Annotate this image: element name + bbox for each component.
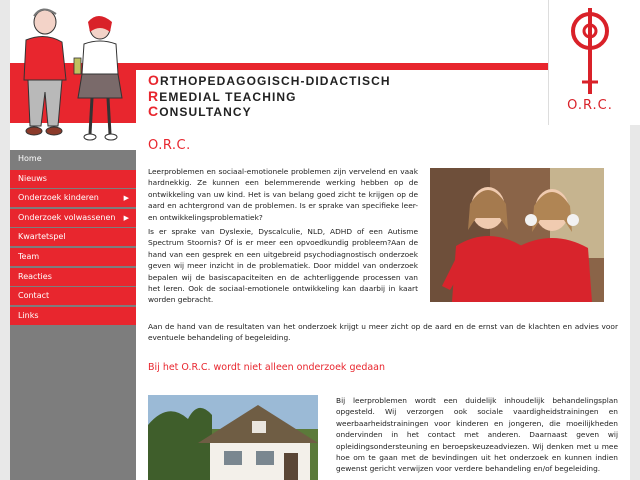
page-heading: O.R.C. bbox=[148, 138, 191, 153]
treatment-paragraph: Bij leerproblemen wordt een duidelijk inhoudelijk behandelingsplan opgesteld. Wij verzorgen ook sociale vaardigheidstrainingen en weerbaarheidstrainingen voor kinderen en jongeren, die moeilijkheden ondervinden in het contact met anderen. Daarnaast geven wij opleidingsondersteuning en beroepskeuzeadviezen. Wij denken met u mee hoe om te gaan met de bevindingen uit het onderzoek en kunnen indien gewenst gericht verwijzen voor verdere behandeling en/of begeleiding. bbox=[336, 396, 618, 474]
right-gutter bbox=[630, 125, 640, 480]
main-nav bbox=[10, 150, 136, 326]
house-photo bbox=[148, 395, 318, 480]
site-title-line-3: CONSULTANCY bbox=[148, 103, 252, 119]
nav-item-home[interactable]: Home bbox=[10, 150, 136, 168]
nav-item-reacties[interactable]: Reacties bbox=[10, 268, 136, 286]
nav-item-onderzoek-volwassenen[interactable]: Onderzoek volwassenen ▶ bbox=[10, 209, 136, 227]
logo-text: O.R.C. bbox=[567, 98, 613, 113]
nav-item-team[interactable]: Team bbox=[10, 248, 136, 266]
section-subheading: Bij het O.R.C. wordt niet alleen onderzoek gedaan bbox=[148, 362, 386, 373]
site-title bbox=[148, 73, 391, 120]
submenu-arrow-icon: ▶ bbox=[123, 213, 129, 222]
intro-paragraph: Leerproblemen en sociaal-emotionele problemen zijn vervelend en vaak hardnekkig. Ze kunnen een belemmerende werking hebben op de ontwikkeling van uw kind. Het is van belang goed zicht te krijgen op de aard en achtergrond van de problemen. Is er sprake van specifieke leer- en ontwikkelingsproblematiek? bbox=[148, 167, 418, 222]
nav-item-onderzoek-kinderen[interactable]: Onderzoek kinderen ▶ bbox=[10, 189, 136, 207]
nav-item-nieuws[interactable]: Nieuws bbox=[10, 170, 136, 188]
girls-photo bbox=[430, 168, 604, 302]
problems-paragraph: Is er sprake van Dyslexie, Dyscalculie, NLD, ADHD of een Autisme Spectrum Stoornis? Of is er meer een opvoedkundig probleem?Aan de hand van een gesprek en een uitgebreid psychodiagnostisch onderzoek geven wij meer inzicht in de problematiek. Door middel van onderzoek bepalen wij de basiscapaciteiten en de achterliggende processen van het leren. Ook de sociaal-emotionele ontwikkeling kan daarbij in kaart worden gebracht. bbox=[148, 227, 418, 305]
nav-item-kwartetspel[interactable]: Kwartetspel bbox=[10, 228, 136, 246]
site-title-line-1: ORTHOPEDAGOGISCH-DIDACTISCH bbox=[148, 72, 391, 88]
left-gutter bbox=[0, 0, 10, 480]
cartoon-illustration bbox=[12, 0, 136, 148]
logo[interactable] bbox=[548, 0, 631, 125]
orc-logo-icon bbox=[549, 0, 631, 98]
submenu-arrow-icon: ▶ bbox=[123, 194, 129, 203]
results-paragraph: Aan de hand van de resultaten van het onderzoek krijgt u meer zicht op de aard en de ernst van de klachten en advies voor eventuele behandeling of begeleiding. bbox=[148, 322, 618, 343]
nav-item-contact[interactable]: Contact bbox=[10, 287, 136, 305]
nav-item-links[interactable]: Links bbox=[10, 307, 136, 325]
site-title-line-2: REMEDIAL TEACHING bbox=[148, 87, 297, 104]
